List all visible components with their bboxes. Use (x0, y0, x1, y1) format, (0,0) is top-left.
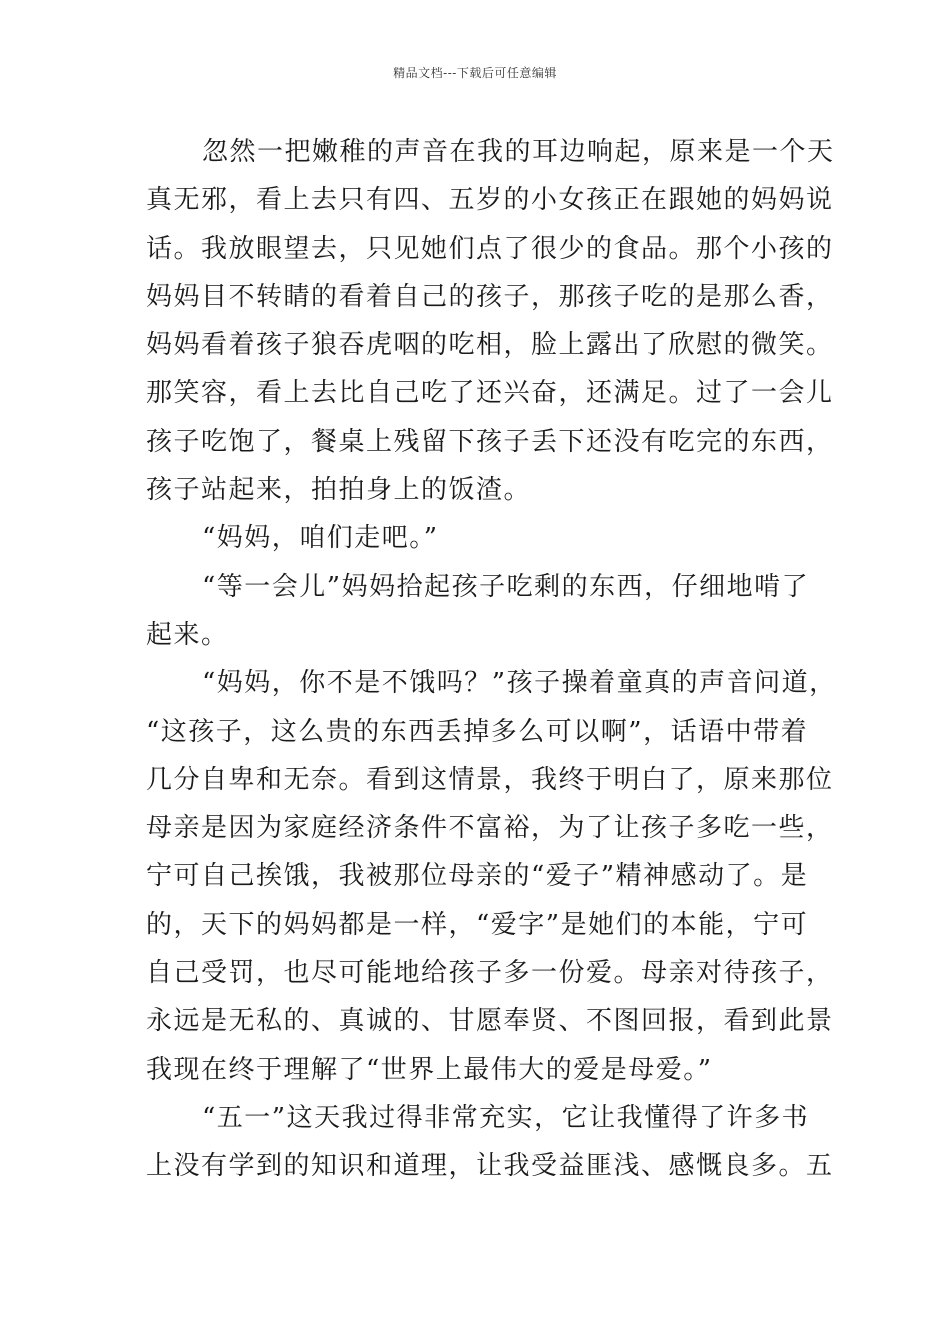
text-line: 宁可自己挨饿，我被那位母亲的“爱子”精神感动了。是 (146, 861, 809, 892)
text-line: 妈妈看着孩子狼吞虎咽的吃相，脸上露出了欣慰的微笑。 (146, 330, 834, 361)
text-line: 那笑容，看上去比自己吃了还兴奋，还满足。过了一会儿 (146, 378, 834, 409)
text-line: “这孩子，这么贵的东西丢掉多么可以啊”，话语中带着 (146, 716, 809, 747)
text-line: 孩子吃饱了，餐桌上残留下孩子丢下还没有吃完的东西， (146, 426, 834, 457)
text-line: 忽然一把嫩稚的声音在我的耳边响起，原来是一个天 (202, 137, 835, 167)
text-line: 自己受罚，也尽可能地给孩子多一份爱。母亲对待孩子， (146, 958, 834, 989)
text-line: 话。我放眼望去，只见她们点了很少的食品。那个小孩的 (146, 233, 834, 264)
text-line: 妈妈目不转睛的看着自己的孩子，那孩子吃的是那么香， (146, 281, 834, 312)
text-line: 孩子站起来，拍拍身上的饭渣。 (146, 475, 532, 506)
text-line: “等一会儿”妈妈拾起孩子吃剩的东西，仔细地啃了 (202, 571, 810, 602)
body-text (146, 128, 837, 1191)
text-line: 永远是无私的、真诚的、甘愿奉贤、不图回报，看到此景 (146, 1006, 834, 1037)
text-line: 的，天下的妈妈都是一样，“爱字”是她们的本能，宁可 (146, 909, 809, 940)
text-line: 母亲是因为家庭经济条件不富裕，为了让孩子多吃一些， (146, 813, 834, 844)
text-line: “妈妈，你不是不饿吗？”孩子操着童真的声音问道， (202, 668, 837, 699)
text-line: 上没有学到的知识和道理，让我受益匪浅、感慨良多。五 (146, 1151, 834, 1182)
text-line: 我现在终于理解了“世界上最伟大的爱是母爱。” (146, 1054, 713, 1085)
text-line: 起来。 (146, 619, 229, 650)
text-line: 几分自卑和无奈。看到这情景，我终于明白了，原来那位 (146, 764, 834, 795)
page-header: 精品文档---下载后可任意编辑 (393, 66, 557, 80)
text-line: “妈妈，咱们走吧。” (202, 523, 439, 554)
text-line: “五一”这天我过得非常充实，它让我懂得了许多书 (202, 1102, 810, 1133)
text-line: 真无邪，看上去只有四、五岁的小女孩正在跟她的妈妈说 (146, 185, 834, 216)
